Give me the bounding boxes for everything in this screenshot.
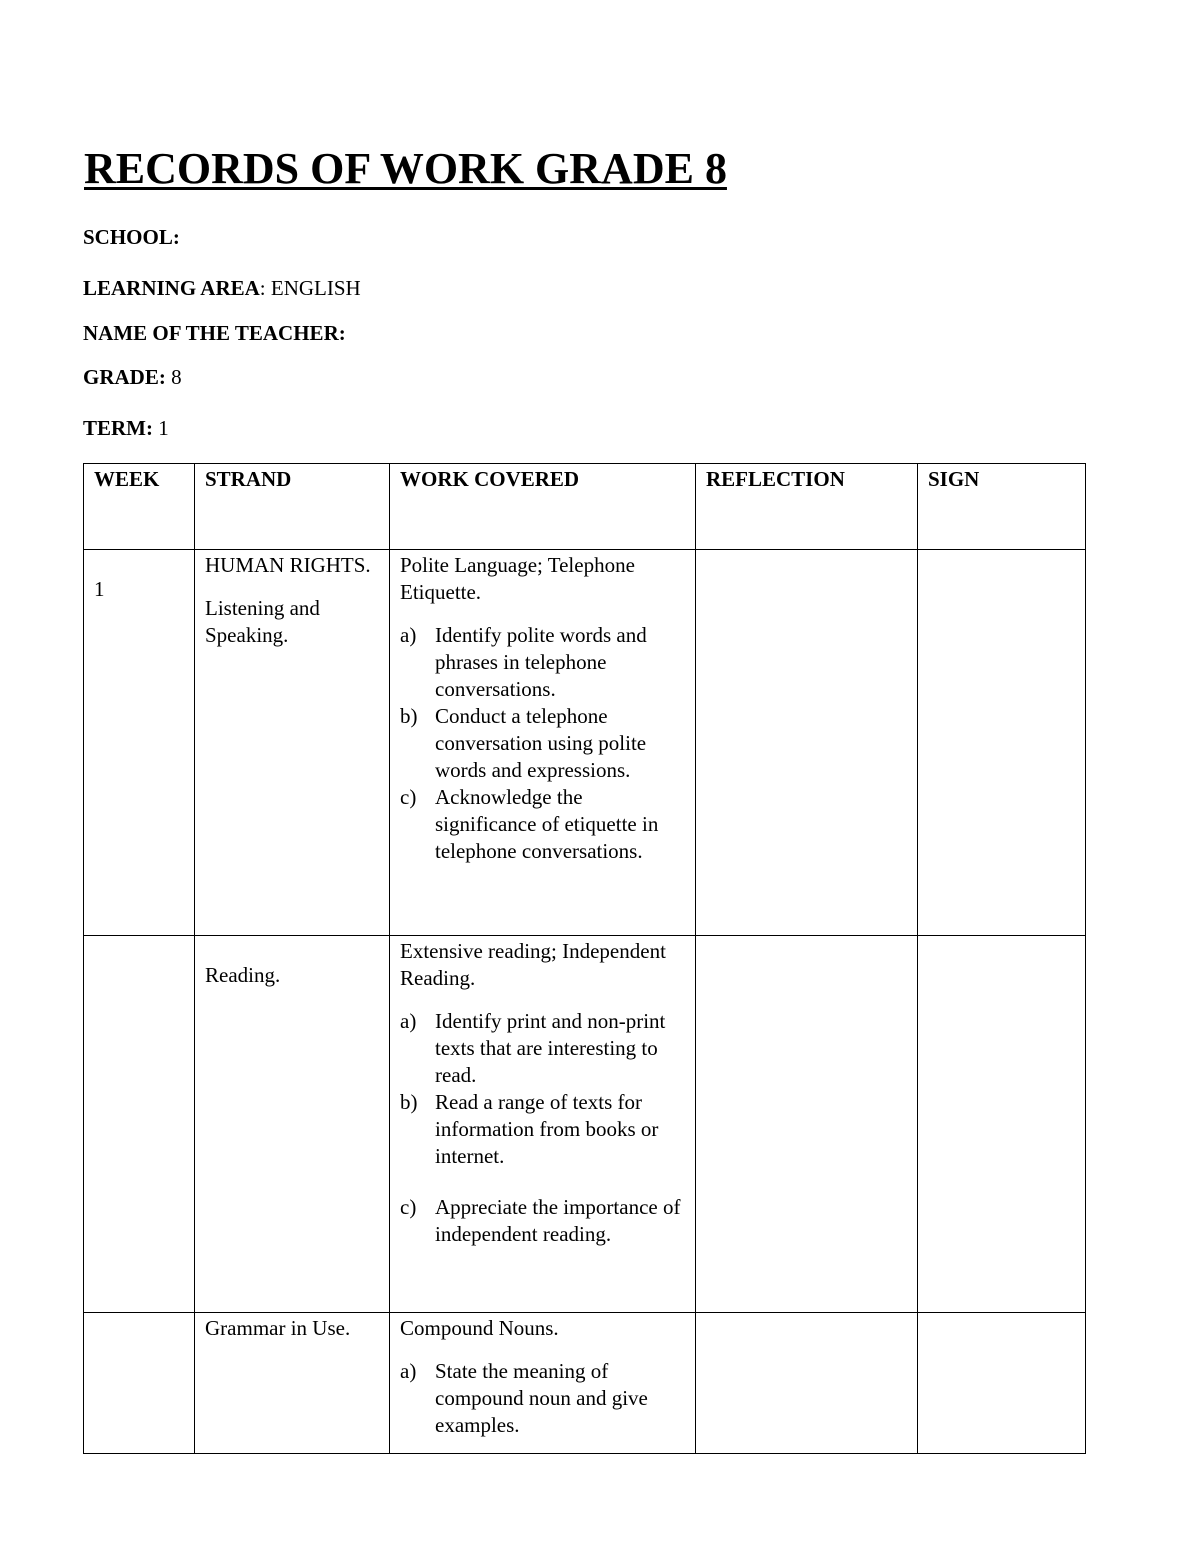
strand-text: HUMAN RIGHTS. (205, 553, 371, 577)
week-cell: 1 (84, 550, 195, 936)
strand-cell (195, 936, 390, 1313)
work-covered-cell (390, 936, 696, 1313)
teacher-name-field (83, 320, 346, 346)
list-marker: a) (400, 1359, 417, 1383)
list-marker: c) (400, 785, 417, 809)
header-week: WEEK (84, 464, 195, 550)
teacher-name-label: NAME OF THE TEACHER: (83, 321, 346, 345)
term-value: 1 (153, 416, 169, 440)
strand-text: Grammar in Use. (205, 1316, 351, 1340)
records-table (83, 463, 1086, 1454)
header-sign: SIGN (918, 464, 1086, 550)
grade-value: 8 (165, 365, 182, 389)
work-covered-cell (390, 1313, 696, 1454)
school-label: SCHOOL: (83, 225, 180, 249)
table-row (84, 550, 1086, 936)
week-cell (84, 1313, 195, 1454)
table-header-row (84, 464, 1086, 550)
list-item (400, 1008, 685, 1089)
list-marker: a) (400, 623, 417, 647)
list-marker: c) (400, 1195, 417, 1219)
reflection-cell (696, 936, 918, 1313)
list-marker: a) (400, 1009, 417, 1033)
learning-area-label: LEARNING AREA (83, 276, 260, 300)
strand-cell (195, 1313, 390, 1454)
school-field (83, 224, 180, 250)
objective-text: Acknowledge the significance of etiquette in telephone conversations. (435, 785, 659, 863)
work-covered-cell (390, 550, 696, 936)
strand-cell (195, 550, 390, 936)
list-item (400, 1358, 685, 1439)
objective-text: Read a range of texts for information from books or internet. (435, 1090, 659, 1168)
learning-area-field (83, 275, 361, 301)
list-marker: b) (400, 704, 418, 728)
sign-cell (918, 550, 1086, 936)
week-cell (84, 936, 195, 1313)
strand-text: Reading. (205, 963, 281, 987)
objective-text: Appreciate the importance of independent reading. (435, 1195, 681, 1246)
list-item (400, 784, 685, 865)
list-marker: b) (400, 1090, 418, 1114)
header-reflection: REFLECTION (696, 464, 918, 550)
grade-label: GRADE: (83, 365, 166, 389)
objective-text: Conduct a telephone conversation using polite words and expressions. (435, 704, 647, 782)
objectives-list (400, 622, 685, 865)
sub-strand-text: Listening and Speaking. (205, 596, 320, 647)
topic-text: Extensive reading; Independent Reading. (400, 939, 666, 990)
sign-cell (918, 936, 1086, 1313)
list-item (400, 622, 685, 703)
topic-text: Compound Nouns. (400, 1316, 559, 1340)
list-item (400, 1194, 685, 1248)
list-item (400, 703, 685, 784)
list-item (400, 1089, 685, 1170)
document-title: RECORDS OF WORK GRADE 8 (84, 144, 727, 193)
term-label: TERM: (83, 416, 153, 440)
table-row (84, 936, 1086, 1313)
objective-text: State the meaning of compound noun and give examples. (435, 1359, 648, 1437)
objective-text: Identify polite words and phrases in telephone conversations. (435, 623, 647, 701)
sign-cell (918, 1313, 1086, 1454)
header-strand: STRAND (195, 464, 390, 550)
objective-text: Identify print and non-print texts that are interesting to read. (435, 1009, 666, 1087)
reflection-cell (696, 1313, 918, 1454)
objectives-list (400, 1358, 685, 1439)
learning-area-value: : ENGLISH (259, 276, 361, 300)
table-row (84, 1313, 1086, 1454)
term-field (83, 415, 169, 441)
topic-text: Polite Language; Telephone Etiquette. (400, 553, 635, 604)
header-work-covered: WORK COVERED (390, 464, 696, 550)
grade-field (83, 364, 182, 390)
reflection-cell (696, 550, 918, 936)
objectives-list (400, 1008, 685, 1248)
